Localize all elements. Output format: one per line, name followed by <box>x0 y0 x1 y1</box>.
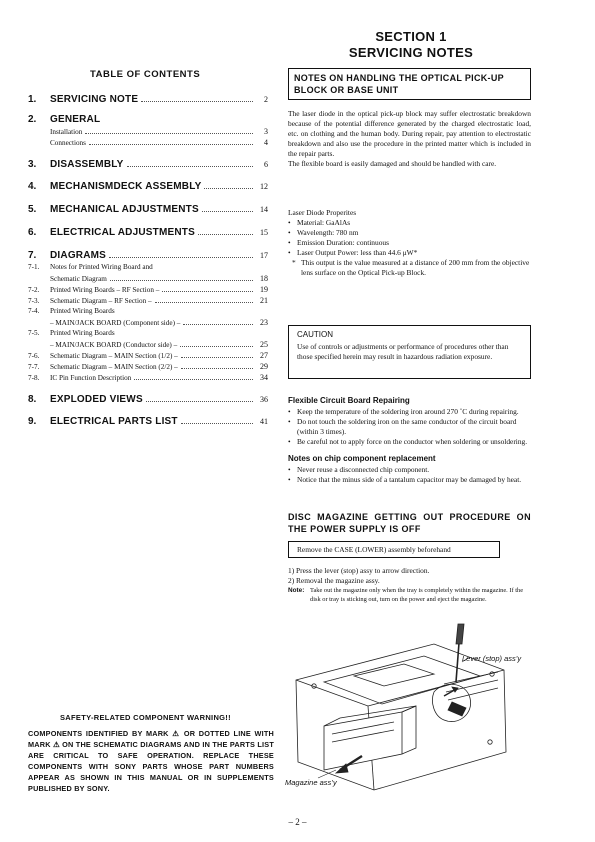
list-item: • Be careful not to apply force on the conductor when soldering or unsoldering. <box>288 437 528 446</box>
toc-subrow-7-8[interactable]: 7-8. IC Pin Function Description 34 <box>28 373 268 382</box>
laser-properties-title: Laser Diode Properites <box>288 208 357 217</box>
lever-stop <box>448 702 466 716</box>
toc-subrow-7-1[interactable]: 7-1. Notes for Printed Wiring Board and <box>28 263 153 271</box>
caution-title: CAUTION <box>297 330 333 339</box>
list-item: • Wavelength: 780 nm <box>288 228 359 237</box>
flexible-board-heading: Flexible Circuit Board Repairing <box>288 396 410 405</box>
toc-subrow-7-4[interactable]: 7-4. Printed Wiring Boards <box>28 307 115 315</box>
toc-subrow-7-5[interactable]: 7-5. Printed Wiring Boards <box>28 329 115 337</box>
list-item: • Keep the temperature of the soldering iron around 270 ˚C during repairing. <box>288 407 519 416</box>
list-item: • Notice that the minus side of a tantalum capacitor may be damaged by heat. <box>288 475 522 484</box>
toc-row-mechanical-adjustments[interactable]: 5. MECHANICAL ADJUSTMENTS 14 <box>28 204 268 215</box>
screw <box>488 740 492 744</box>
section-name: SERVICING NOTES <box>348 45 474 60</box>
list-item: • Laser Output Power: less than 44.6 μW* <box>288 248 418 257</box>
toc-row-electrical-parts-list[interactable]: 9. ELECTRICAL PARTS LIST 41 <box>28 416 268 427</box>
list-item: 2) Removal the magazine assy. <box>288 576 380 585</box>
chassis-inner-detail <box>354 664 434 686</box>
toc-subrow-7-1b[interactable]: Schematic Diagram 18 <box>50 274 268 283</box>
toc-row-diagrams[interactable]: 7. DIAGRAMS 17 <box>28 250 268 261</box>
procedure-steps <box>288 566 531 586</box>
list-item: • Material: GaAlAs <box>288 218 351 227</box>
note-label: Note: <box>288 587 305 594</box>
magazine-leader-line <box>318 770 336 778</box>
lever-label: Lever (stop) ass’y <box>462 654 522 663</box>
safety-warning-text: COMPONENTS IDENTIFIED BY MARK ⚠ OR DOTTED LINE WITH MARK ⚠ ON THE SCHEMATIC DIAGRAMS AND IN THE PARTS LIST ARE CRITICAL TO SAFE OPERATION. REPLACE THESE COMPONENTS WITH SONY PARTS WHOSE PART NUMBERS APPEAR AS SHOWN IN THIS MANUAL OR IN SUPPLEMENTS PUBLISHED BY SONY. <box>28 729 274 793</box>
toc-row-mechanismdeck[interactable]: 4. MECHANISMDECK ASSEMBLY 12 <box>28 181 268 192</box>
caution-text: Use of controls or adjustments or performance of procedures other than those specified herein may result in hazardous radiation exposure. <box>297 342 509 361</box>
toc-subrow-7-5b[interactable]: – MAIN/JACK BOARD (Conductor side) – 25 <box>50 340 268 349</box>
toc-row-disassembly[interactable]: 3. DISASSEMBLY 6 <box>28 159 268 170</box>
list-item: • Do not touch the soldering iron on the same conductor of the circuit board (within 3 times). <box>288 417 517 436</box>
safety-warning-title: SAFETY-RELATED COMPONENT WARNING!! <box>60 713 231 722</box>
toc-subrow-7-3[interactable]: 7-3. Schematic Diagram – RF Section – 21 <box>28 296 268 305</box>
toc-row-general[interactable]: 2. GENERAL <box>28 114 101 125</box>
magazine-removal-illustration <box>284 622 534 794</box>
toc-row-servicing-note[interactable]: 1. SERVICING NOTE 2 <box>28 94 268 105</box>
list-item: • Emission Duration: continuous <box>288 238 389 247</box>
toc-subrow-7-7[interactable]: 7-7. Schematic Diagram – MAIN Section (2/2) – 29 <box>28 362 268 371</box>
laser-footnote: * This output is the value measured at a distance of 200 mm from the objective lens surface on the Optical Pick-up Block. <box>292 258 530 277</box>
section-number: SECTION 1 <box>375 29 447 44</box>
tool-handle <box>456 624 464 644</box>
chip-replacement-heading: Notes on chip component replacement <box>288 454 436 463</box>
disc-magazine-heading: DISC MAGAZINE GETTING OUT PROCEDURE ON THE POWER SUPPLY IS OFF <box>288 512 531 534</box>
toc-subrow-7-6[interactable]: 7-6. Schematic Diagram – MAIN Section (1/2) – 27 <box>28 351 268 360</box>
list-item: • Never reuse a disconnected chip component. <box>288 465 430 474</box>
laser-properties <box>288 208 531 278</box>
section-heading <box>290 29 532 61</box>
flexible-board-list <box>288 407 531 447</box>
toc-row-exploded-views[interactable]: 8. EXPLODED VIEWS 36 <box>28 394 268 405</box>
toc-title: TABLE OF CONTENTS <box>90 69 201 80</box>
optical-pickup-heading-box: NOTES ON HANDLING THE OPTICAL PICK-UP BLOCK OR BASE UNIT <box>288 68 531 100</box>
note-text: Take out the magazine only when the tray is completely within the magazine. If the disk or tray is sticking out, turn on the power and eject the magazine. <box>310 587 524 603</box>
leader-dots <box>141 94 253 102</box>
chassis-top-edge <box>296 670 504 706</box>
list-item: 1) Press the lever (stop) assy to arrow direction. <box>288 566 430 575</box>
toc-subrow-installation[interactable]: Installation 3 <box>50 127 268 136</box>
remove-case-box: Remove the CASE (LOWER) assembly beforehand <box>288 541 500 558</box>
toc-subrow-connections[interactable]: Connections 4 <box>50 138 268 147</box>
toc-subrow-7-2[interactable]: 7-2. Printed Wiring Boards – RF Section – 19 <box>28 285 268 294</box>
caution-box <box>288 325 531 379</box>
magazine-note <box>288 586 531 604</box>
toc-subrow-7-4b[interactable]: – MAIN/JACK BOARD (Component side) – 23 <box>50 318 268 327</box>
magazine-label: Magazine ass’y <box>285 778 337 787</box>
chip-replacement-list <box>288 465 531 485</box>
page-number: – 2 – <box>288 817 307 827</box>
toc-row-electrical-adjustments[interactable]: 6. ELECTRICAL ADJUSTMENTS 15 <box>28 227 268 238</box>
chassis-rib <box>444 672 498 700</box>
magazine-side <box>402 706 416 754</box>
optical-paragraph: The laser diode in the optical pick-up block may suffer electrostatic breakdown because of the potential difference generated by the charged electrostatic load, etc. on clothing and the human body. During repair, pay attention to electrostatic breakdown and also use the procedure in the printed matter which is included in the repair parts. The flexible board is easily damaged and should be handled with care. <box>288 109 531 168</box>
